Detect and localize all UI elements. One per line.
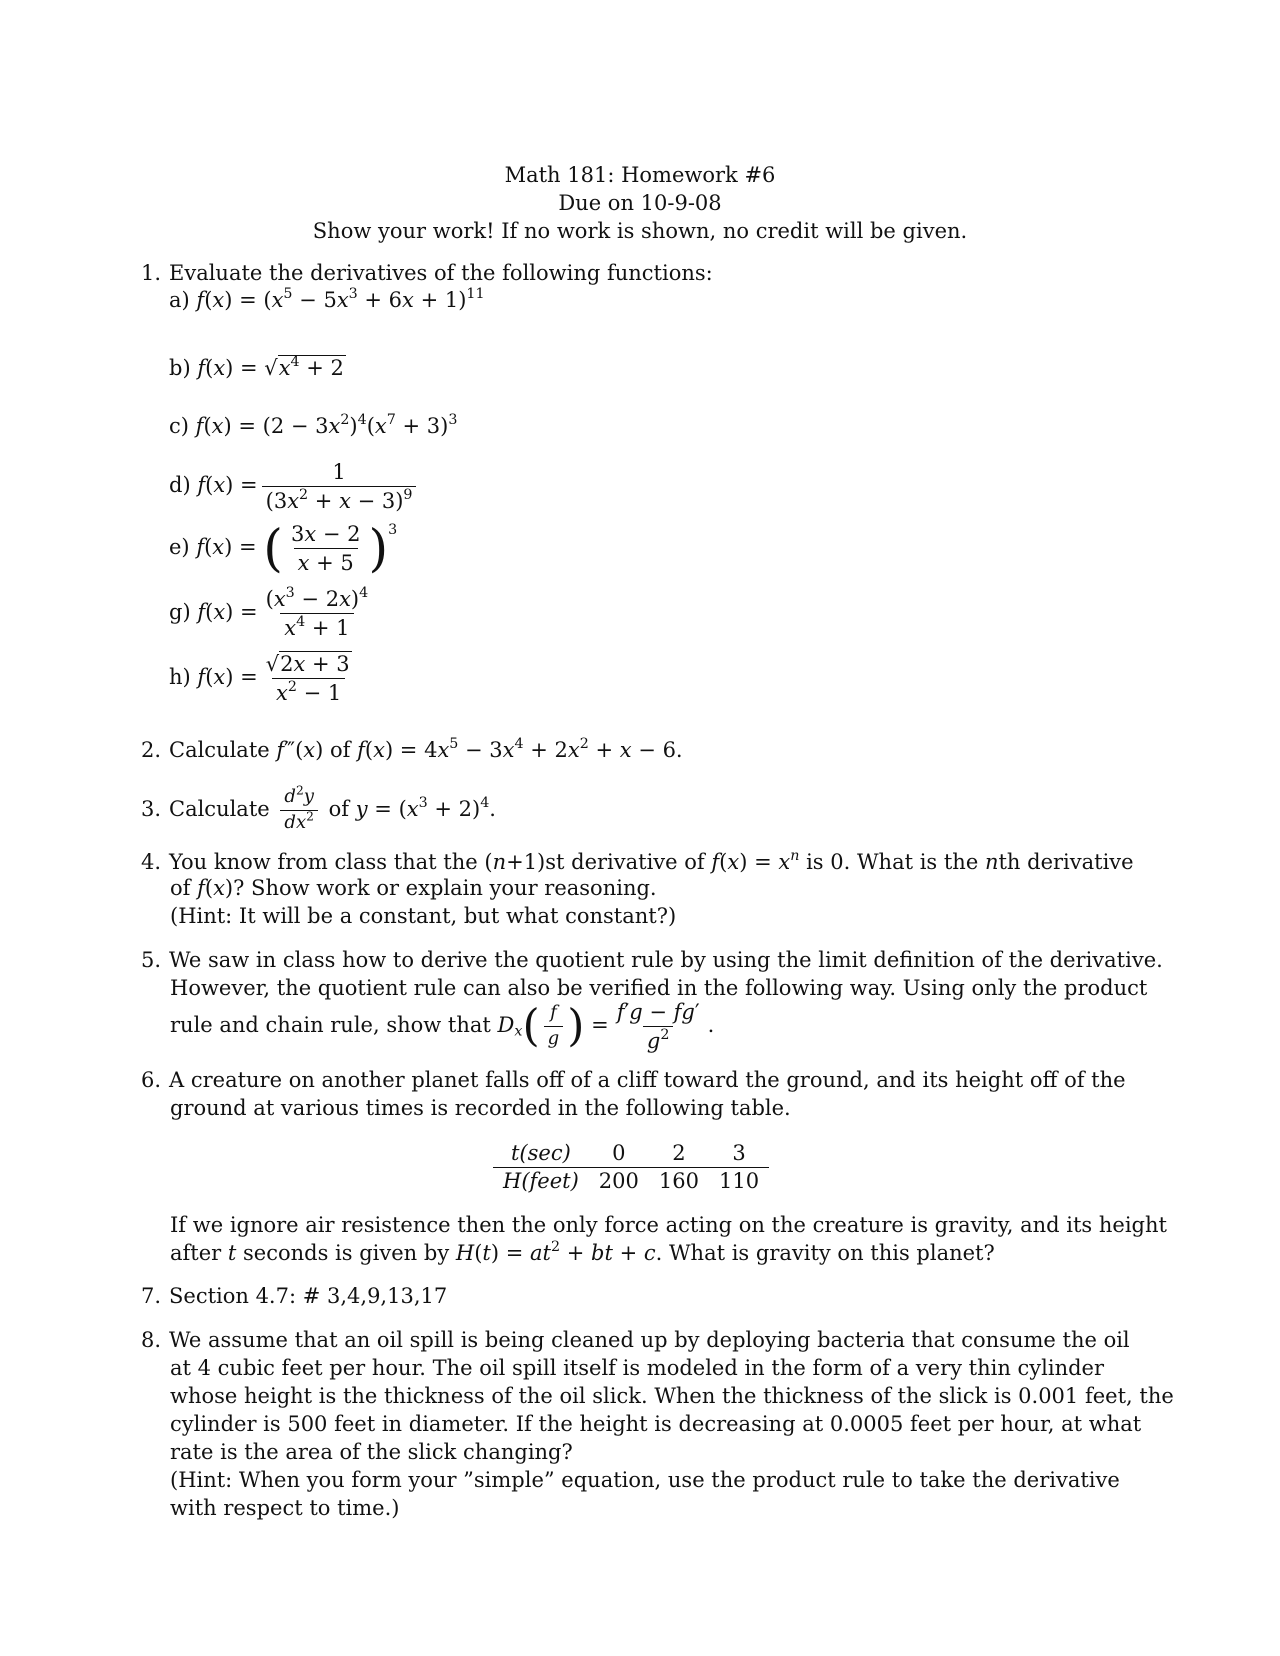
equation-1b: $f(x) = √x^4 + 2$: [197, 354, 344, 380]
problem-2: [141, 738, 683, 762]
problem-number: 5.: [141, 948, 162, 972]
problem-5-text: rule and chain rule, show that: [170, 1013, 491, 1038]
problem-5-line2: However, the quotient rule can also be verified in the following way. Using only the product: [170, 976, 1148, 1000]
problem-1g: [169, 587, 376, 640]
problem-8-text: We assume that an oil spill is being cleaned up by deploying bacteria that consume the oil: [169, 1328, 1130, 1352]
part-label: a): [169, 288, 190, 312]
problem-8-line: rate is the area of the slick changing?: [170, 1440, 573, 1464]
equation-3: $\frac{d^2y}{dx^2}$ of $y = (x^3 + 2)^4$.: [276, 797, 496, 821]
problem-number: 1.: [141, 261, 162, 285]
table-header-h: H(feet): [503, 1169, 579, 1193]
problem-1c: [169, 414, 457, 438]
problem-4-hint: (Hint: It will be a constant, but what constant?): [170, 904, 677, 928]
problem-5-line3: [170, 1000, 714, 1053]
equation-1c: $f(x) = (2 - 3x^2)^4(x^7 + 3)^3$: [195, 412, 458, 438]
part-label: d): [169, 473, 191, 498]
equation-1d: f(x) = $\frac{1}{(3x^2 + x - 3)^9}$: [197, 473, 420, 497]
table-header-t: t(sec): [493, 1140, 589, 1168]
problem-4-text: You know from class that the (: [169, 850, 493, 874]
table-cell: 110: [718, 1169, 760, 1193]
table-row: [493, 1168, 769, 1196]
part-label: b): [169, 356, 191, 380]
table-cell: 200: [598, 1169, 639, 1193]
table-cell: 160: [658, 1169, 699, 1193]
problem-8-hint-end: with respect to time.): [170, 1496, 400, 1520]
page-title: Math 181: Homework #6: [504, 163, 776, 187]
problem-number: 6.: [141, 1068, 162, 1092]
equation-1h: f(x) = $\frac{√2x + 3}{x^2 - 1}$: [197, 652, 350, 706]
problem-3-lead: Calculate: [169, 796, 270, 821]
problem-number: 4.: [141, 850, 162, 874]
table-cell: 3: [709, 1140, 769, 1168]
problem-6-line2: ground at various times is recorded in the following table.: [170, 1096, 791, 1120]
problem-1-prompt: Evaluate the derivatives of the following functions:: [169, 261, 713, 285]
table-cell: 0: [589, 1140, 649, 1168]
part-label: c): [169, 414, 189, 438]
problem-1: [141, 261, 713, 285]
problem-2-lead: Calculate: [169, 738, 270, 762]
problem-1a: [169, 288, 485, 312]
problem-4: 4. You know from class that the (n+1)st derivative of $f(x) = x^n$ is 0. What is the nth derivative: [141, 848, 1134, 874]
equation-1g: f(x) = $\frac{(x^3 - 2x)^4}{x^4 + 1}$: [197, 585, 369, 641]
problem-number: 7.: [141, 1284, 162, 1308]
problem-4-text: ? Show work or explain your reasoning.: [233, 876, 657, 900]
problem-4-text: +1)st derivative of: [506, 850, 705, 874]
problem-4-text: is 0. What is the: [806, 850, 979, 874]
problem-5-text: We saw in class how to derive the quotient rule by using the limit definition of the derivative.: [169, 948, 1163, 972]
equation-1e: f(x) = ( $\frac{3x - 2}{x + 5}$ )$^3$: [196, 518, 398, 578]
data-table: [493, 1140, 769, 1195]
problem-6-text: A creature on another planet falls off of a cliff toward the ground, and its height off of the: [169, 1068, 1126, 1092]
problem-4-text: th derivative: [998, 850, 1134, 874]
table-cell: 2: [649, 1140, 709, 1168]
problem-7-text: Section 4.7: # 3,4,9,13,17: [169, 1284, 448, 1308]
problem-number: 8.: [141, 1328, 162, 1352]
part-label: g): [169, 600, 191, 625]
instructions: Show your work! If no work is shown, no credit will be given.: [312, 219, 968, 243]
problem-1d: [169, 460, 420, 513]
problem-5: [141, 948, 1163, 972]
problem-8-line: at 4 cubic feet per hour. The oil spill itself is modeled in the form of a very thin cylinder: [170, 1356, 1105, 1380]
problem-3: [141, 783, 496, 834]
problem-1h: [169, 652, 360, 705]
problem-6-text: . What is gravity on this planet?: [655, 1241, 995, 1265]
problem-8-line: whose height is the thickness of the oil slick. When the thickness of the slick is 0.001 feet, the: [170, 1384, 1174, 1408]
problem-6-after2: after t seconds is given by $H(t) = at^2$ + bt + c. What is gravity on this planet?: [170, 1239, 995, 1265]
problem-6: [141, 1068, 1126, 1092]
due-date: Due on 10-9-08: [558, 191, 722, 215]
problem-1b: [169, 356, 346, 380]
problem-number: 2.: [141, 738, 162, 762]
problem-8-hint: (Hint: When you form your ”simple” equation, use the product rule to take the derivative: [170, 1468, 1120, 1492]
part-label: e): [169, 535, 190, 560]
problem-6-after1: If we ignore air resistence then the only force acting on the creature is gravity, and its height: [170, 1213, 1167, 1237]
equation-5: $D_x$( $\frac{f}{g}$ ) = $\frac{f'g - fg'}{g^2}$ .: [497, 1000, 715, 1054]
problem-1e: [169, 518, 398, 578]
equation-2: f‴(x) of $f(x) = 4x^5 - 3x^4 + 2x^2 + x - 6$.: [276, 736, 683, 762]
equation-1a: $f(x) = (x^5 - 5x^3 + 6x + 1)^{11}$: [196, 286, 485, 312]
problem-8-line: cylinder is 500 feet in diameter. If the height is decreasing at 0.0005 feet per hour, at what: [170, 1412, 1142, 1436]
part-label: h): [169, 665, 191, 690]
problem-8: [141, 1328, 1130, 1352]
table-row: [493, 1140, 769, 1168]
problem-6-text: after: [170, 1241, 222, 1265]
problem-6-text: seconds is given by: [243, 1241, 450, 1265]
problem-4-line2: of f(x)? Show work or explain your reasoning.: [170, 876, 657, 900]
problem-number: 3.: [141, 796, 162, 821]
problem-7: [141, 1284, 447, 1308]
